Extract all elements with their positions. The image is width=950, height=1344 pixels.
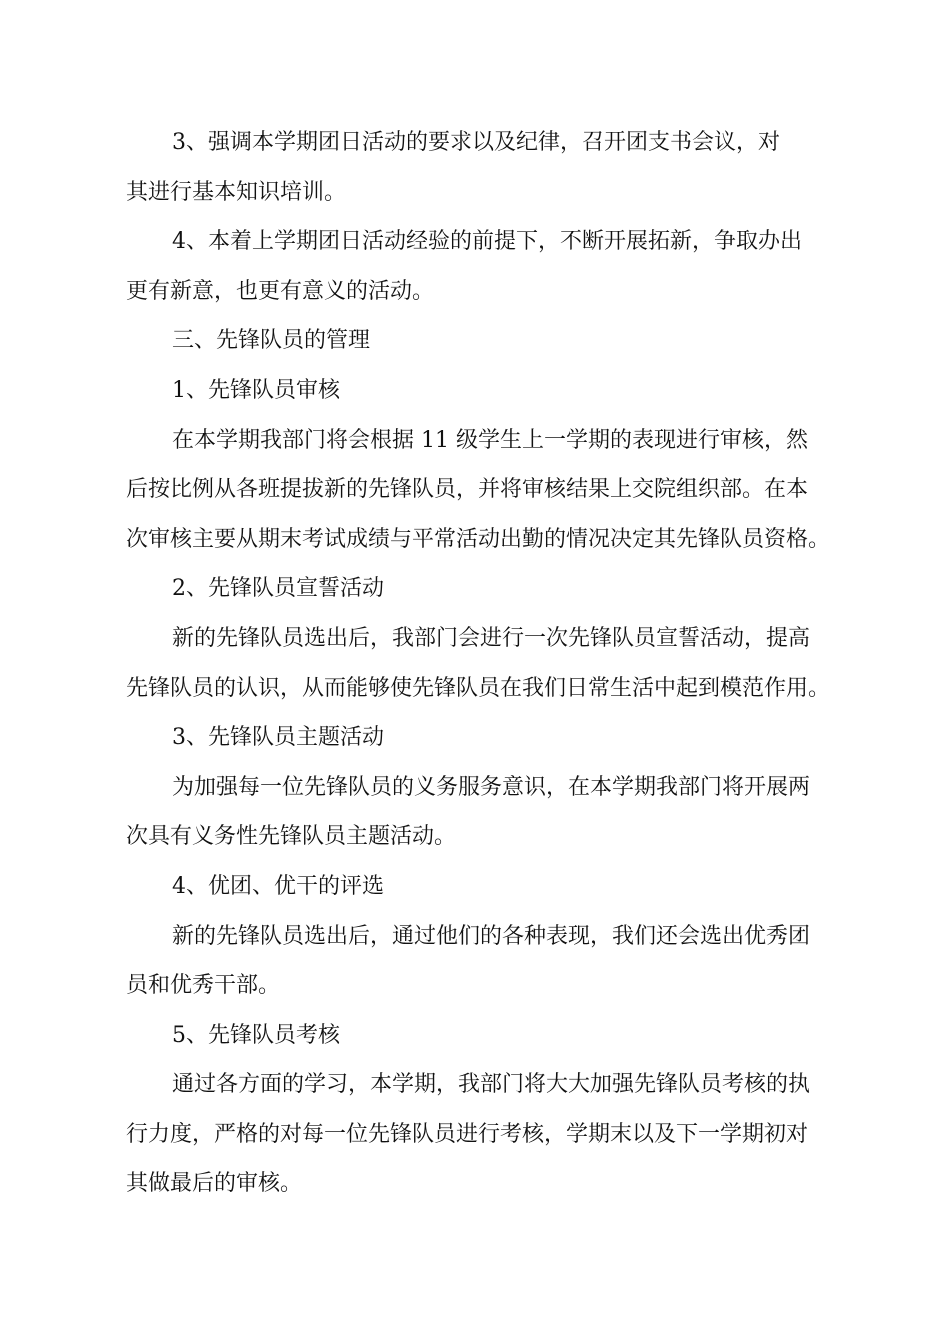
paragraph-line: 在本学期我部门将会根据 11 级学生上一学期的表现进行审核，然 — [172, 427, 808, 453]
paragraph-line: 其做最后的审核。 — [126, 1171, 303, 1197]
paragraph-line: 次审核主要从期末考试成绩与平常活动出勤的情况决定其先锋队员资格。 — [126, 526, 831, 552]
paragraph-line: 其进行基本知识培训。 — [126, 179, 347, 205]
paragraph-line: 通过各方面的学习，本学期，我部门将大大加强先锋队员考核的执 — [172, 1072, 811, 1098]
paragraph-line: 后按比例从各班提拔新的先锋队员，并将审核结果上交院组织部。在本 — [126, 477, 809, 503]
paragraph-line: 员和优秀干部。 — [126, 973, 281, 999]
paragraph-line: 先锋队员的认识，从而能够使先锋队员在我们日常生活中起到模范作用。 — [126, 675, 831, 701]
subsection-heading: 5、先锋队员考核 — [172, 1022, 340, 1048]
paragraph-line: 次具有义务性先锋队员主题活动。 — [126, 824, 457, 850]
subsection-heading: 4、优团、优干的评选 — [172, 873, 384, 899]
paragraph-line: 新的先锋队员选出后，我部门会进行一次先锋队员宣誓活动，提高 — [172, 625, 811, 651]
paragraph-line: 4、本着上学期团日活动经验的前提下，不断开展拓新，争取办出 — [172, 229, 802, 255]
section-heading: 三、先锋队员的管理 — [172, 328, 371, 354]
subsection-heading: 1、先锋队员审核 — [172, 377, 340, 403]
subsection-heading: 2、先锋队员宣誓活动 — [172, 576, 384, 602]
paragraph-line: 3、强调本学期团日活动的要求以及纪律，召开团支书会议，对 — [172, 130, 780, 155]
paragraph-line: 更有新意，也更有意义的活动。 — [126, 278, 435, 304]
document-body — [126, 118, 836, 1209]
paragraph-line: 行力度，严格的对每一位先锋队员进行考核，学期末以及下一学期初对 — [126, 1121, 809, 1147]
subsection-heading: 3、先锋队员主题活动 — [172, 725, 384, 751]
paragraph-line: 为加强每一位先锋队员的义务服务意识，在本学期我部门将开展两 — [172, 774, 811, 800]
paragraph-line: 新的先锋队员选出后，通过他们的各种表现，我们还会选出优秀团 — [172, 923, 811, 949]
